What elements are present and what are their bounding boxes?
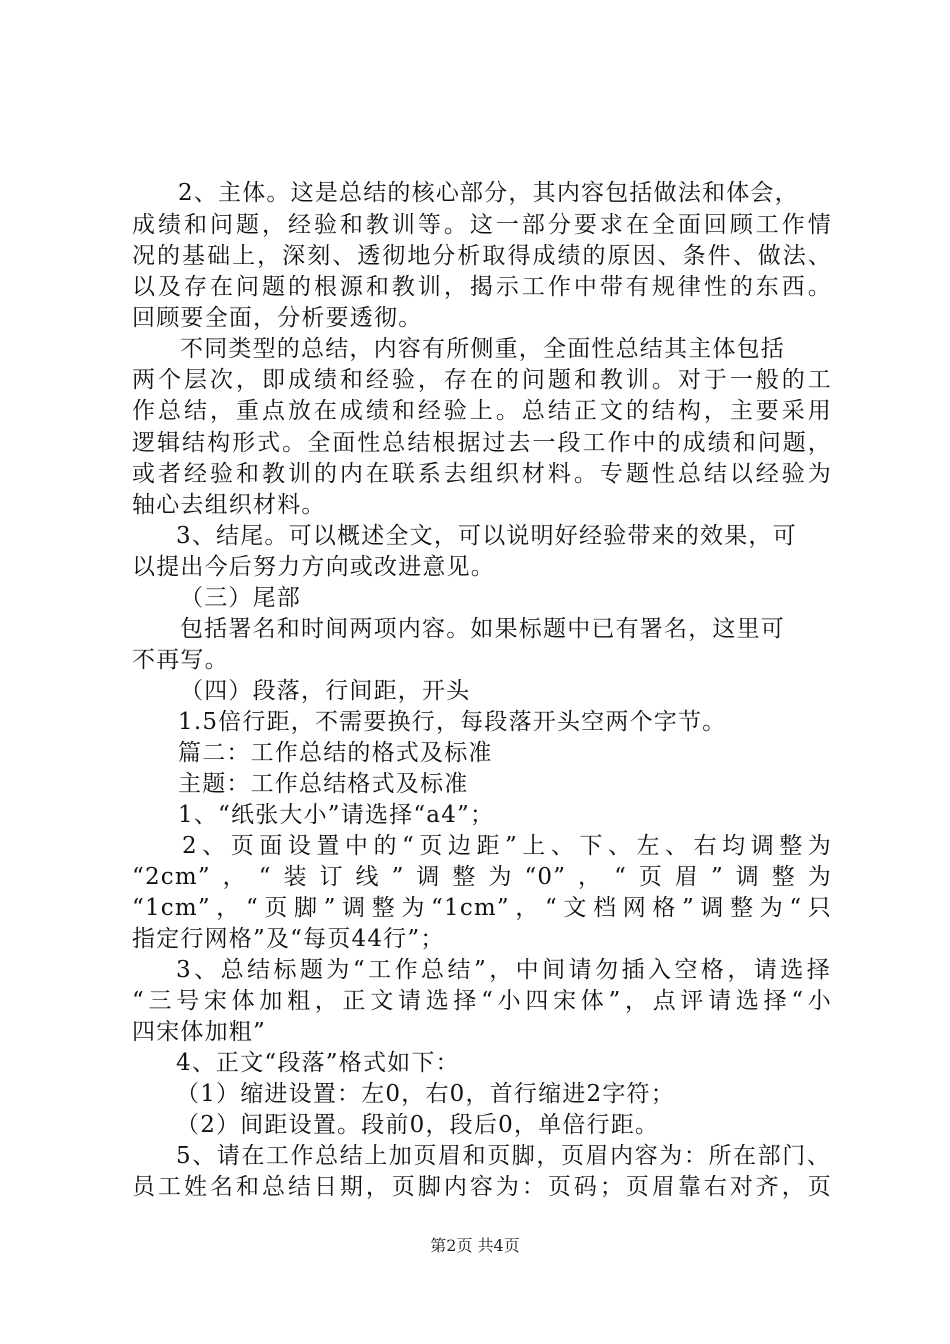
- text-line: 1、“纸张大小”请选择“a4”；: [178, 802, 495, 828]
- text-line: 逻辑结构形式。全面性总结根据过去一段工作中的成绩和问题，: [132, 430, 832, 456]
- text-line: “三号宋体加粗，正文请选择“小四宋体”，点评请选择“小: [132, 988, 832, 1014]
- text-line: “1cm”，“页脚”调整为“1cm”，“文档网格”调整为“只: [132, 895, 832, 921]
- text-line: 作总结，重点放在成绩和经验上。总结正文的结构，主要采用: [132, 398, 832, 424]
- section-heading: （三）尾部: [180, 585, 301, 611]
- text-line: 3、总结标题为“工作总结”，中间请勿插入空格，请选择: [176, 957, 831, 983]
- text-line: 包括署名和时间两项内容。如果标题中已有署名，这里可: [180, 616, 785, 642]
- text-line: 况的基础上，深刻、透彻地分析取得成绩的原因、条件、做法、: [132, 243, 832, 269]
- text-line: 四宋体加粗”: [132, 1019, 266, 1045]
- text-line: 不再写。: [132, 647, 229, 673]
- text-line: 1.5倍行距，不需要换行，每段落开头空两个字节。: [178, 709, 727, 735]
- text-line: 3、结尾。可以概述全文，可以说明好经验带来的效果，可: [176, 523, 797, 549]
- text-line: （1）缩进设置：左0，右0，首行缩进2字符；: [176, 1081, 675, 1107]
- text-line: （2）间距设置。段前0，段后0，单倍行距。: [176, 1112, 660, 1138]
- text-line: 指定行网格”及“每页44行”；: [132, 926, 445, 952]
- text-line: 或者经验和教训的内在联系去组织材料。专题性总结以经验为: [132, 461, 832, 487]
- text-line: 轴心去组织材料。: [132, 492, 326, 518]
- text-line: 以及存在问题的根源和教训，揭示工作中带有规律性的东西。: [132, 274, 832, 300]
- text-line: 以提出今后努力方向或改进意见。: [132, 554, 495, 580]
- text-line: 回顾要全面，分析要透彻。: [132, 305, 423, 331]
- page-footer: 第2页 共4页: [430, 1236, 520, 1255]
- text-line: 2、主体。这是总结的核心部分，其内容包括做法和体会，: [178, 180, 799, 206]
- text-line: 2、页面设置中的“页边距”上、下、左、右均调整为: [182, 833, 832, 859]
- text-line: 员工姓名和总结日期，页脚内容为：页码；页眉靠右对齐，页: [132, 1174, 832, 1200]
- article-subject: 主题：工作总结格式及标准: [178, 771, 469, 797]
- article-title: 篇二：工作总结的格式及标准: [178, 740, 493, 766]
- text-line: 成绩和问题，经验和教训等。这一部分要求在全面回顾工作情: [132, 212, 832, 238]
- text-line: 两个层次，即成绩和经验，存在的问题和教训。对于一般的工: [132, 367, 832, 393]
- text-line: “2cm”，“装订线”调整为“0”，“页眉”调整为: [132, 864, 832, 890]
- section-heading: （四）段落，行间距，开头: [180, 678, 471, 704]
- text-line: 4、正文“段落”格式如下：: [176, 1050, 460, 1076]
- text-line: 不同类型的总结，内容有所侧重，全面性总结其主体包括: [180, 336, 785, 362]
- text-line: 5、请在工作总结上加页眉和页脚，页眉内容为：所在部门、: [176, 1143, 831, 1169]
